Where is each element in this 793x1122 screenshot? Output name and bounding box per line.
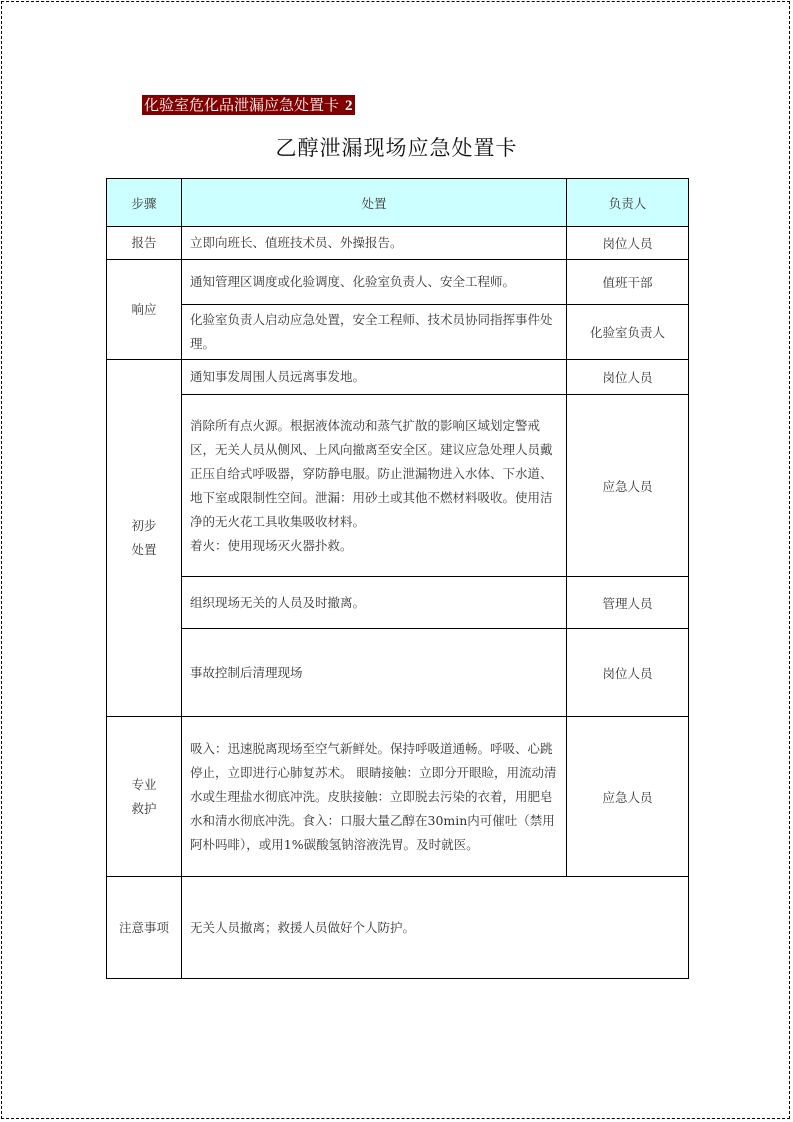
step-line: 专业 xyxy=(131,776,157,792)
step-initial-response xyxy=(107,360,182,717)
step-notes: 注意事项 xyxy=(107,877,182,979)
header-owner: 负责人 xyxy=(567,179,689,227)
card-label xyxy=(142,95,355,115)
action-cell: 通知事发周围人员远离事发地。 xyxy=(182,360,567,395)
action-cell: 组织现场无关的人员及时撤离。 xyxy=(182,577,567,629)
table-header-row xyxy=(107,179,689,227)
owner-cell: 应急人员 xyxy=(567,395,689,577)
card-label-text: 化验室危化品泄漏应急处置卡 xyxy=(144,96,340,114)
header-action: 处置 xyxy=(182,179,567,227)
table-row xyxy=(107,877,689,979)
step-report: 报告 xyxy=(107,227,182,260)
owner-cell: 管理人员 xyxy=(567,577,689,629)
owner-cell: 化验室负责人 xyxy=(567,305,689,360)
owner-cell: 岗位人员 xyxy=(567,360,689,395)
table-row xyxy=(107,305,689,360)
card-number: 2 xyxy=(345,98,353,114)
owner-cell: 值班干部 xyxy=(567,260,689,305)
action-cell: 事故控制后清理现场 xyxy=(182,629,567,717)
notes-cell: 无关人员撤离；救援人员做好个人防护。 xyxy=(182,877,689,979)
table-row xyxy=(107,360,689,395)
table-row xyxy=(107,227,689,260)
step-response: 响应 xyxy=(107,260,182,360)
owner-cell: 岗位人员 xyxy=(567,629,689,717)
table-row xyxy=(107,395,689,577)
action-cell: 吸入：迅速脱离现场至空气新鲜处。保持呼吸道通畅。呼吸、心跳停止，立即进行心肺复苏术。 眼睛接触：立即分开眼睑，用流动清水或生理盐水彻底冲洗。皮肤接触：立即脱去污染的衣着，用肥皂水和清水彻底冲洗。食入：口服大量乙醇在30min内可催吐（禁用阿朴吗啡），或用1%碳酸氢钠溶液洗胃。及时就医。 xyxy=(182,717,567,877)
table-row xyxy=(107,629,689,717)
owner-cell: 岗位人员 xyxy=(567,227,689,260)
owner-cell: 应急人员 xyxy=(567,717,689,877)
step-line: 初步 xyxy=(131,518,157,533)
action-cell: 立即向班长、值班技术员、外操报告。 xyxy=(182,227,567,260)
step-professional-rescue xyxy=(107,717,182,877)
step-line: 处置 xyxy=(131,542,157,557)
table-row xyxy=(107,717,689,877)
table-row xyxy=(107,260,689,305)
document-title: 乙醇泄漏现场应急处置卡 xyxy=(275,136,518,160)
action-cell: 通知管理区调度或化验调度、化验室负责人、安全工程师。 xyxy=(182,260,567,305)
action-text: 消除所有点火源。根据液体流动和蒸气扩散的影响区域划定警戒区，无关人员从侧风、上风向撤离至安全区。建议应急处理人员戴正压自给式呼吸器，穿防静电服。防止泄漏物进入水体、下水道、地下室或限制性空间。泄漏：用砂土或其他不燃材料吸收。使用洁净的无火花工具收集吸收材料。 xyxy=(190,417,553,529)
action-cell xyxy=(182,395,567,577)
emergency-response-table xyxy=(106,178,689,979)
step-line: 救护 xyxy=(131,800,157,816)
header-step: 步骤 xyxy=(107,179,182,227)
table-row xyxy=(107,577,689,629)
action-cell: 化验室负责人启动应急处置，安全工程师、技术员协同指挥事件处理。 xyxy=(182,305,567,360)
action-text-fire: 着火：使用现场灭火器扑救。 xyxy=(190,537,353,553)
